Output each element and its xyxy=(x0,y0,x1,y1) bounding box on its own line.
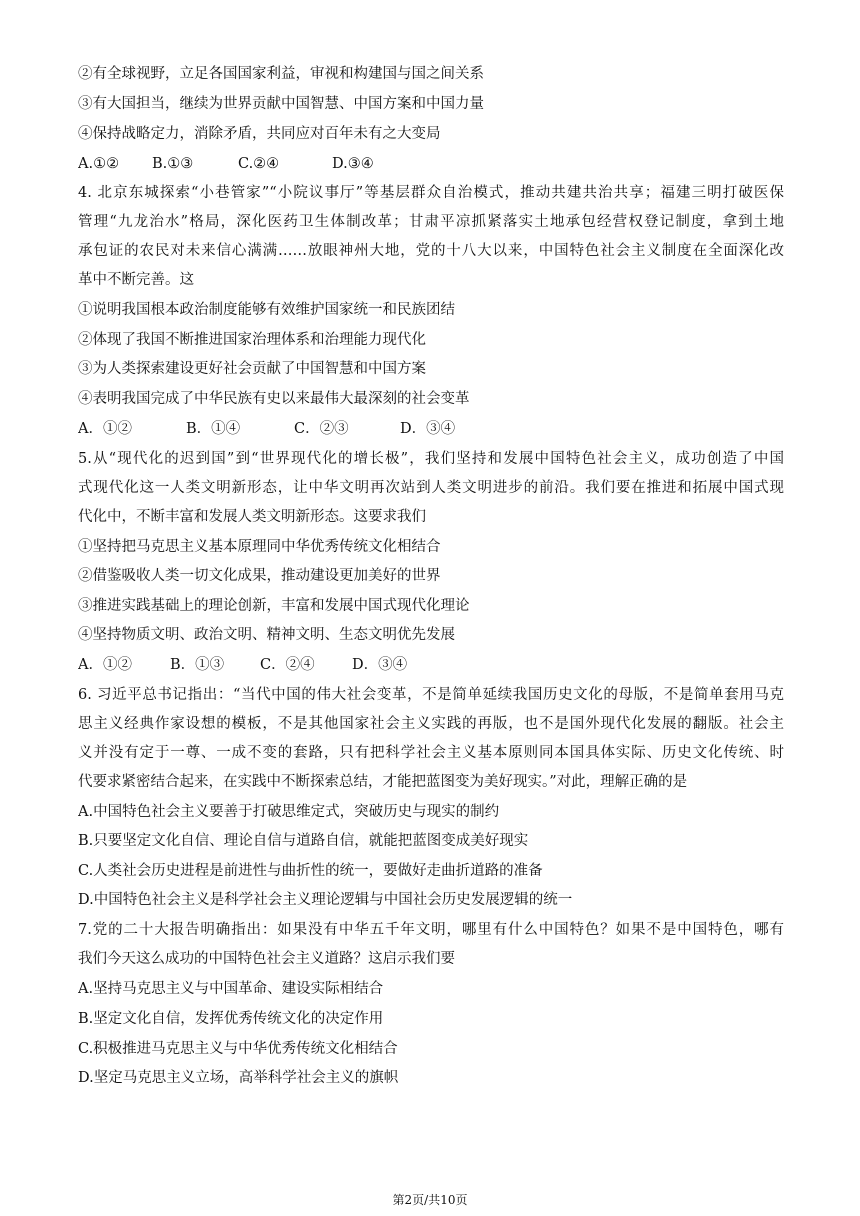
statement-3: ③推进实践基础上的理论创新，丰富和发展中国式现代化理论 xyxy=(78,598,470,614)
option-b: B.坚定文化自信，发挥优秀传统文化的决定作用 xyxy=(78,1011,384,1027)
option-d: D．③④ xyxy=(400,421,456,437)
option-c: C．②③ xyxy=(294,421,349,437)
option-a: A.坚持马克思主义与中国革命、建设实际相结合 xyxy=(78,981,384,997)
option-d: D.中国特色社会主义是科学社会主义理论逻辑与中国社会历史发展逻辑的统一 xyxy=(78,892,573,908)
statement-4: ④坚持物质文明、政治文明、精神文明、生态文明优先发展 xyxy=(78,627,455,643)
statement-1: ①说明我国根本政治制度能够有效维护国家统一和民族团结 xyxy=(78,302,455,318)
answer-options-q3 xyxy=(78,154,784,174)
question-6-stem-line: 义并没有定于一尊、一成不变的套路，只有把科学社会主义基本原则同本国具体实际、历史文化传统、时 xyxy=(78,745,784,761)
question-4-stem-line: 管理“九龙治水”格局，深化医药卫生体制改革；甘肃平凉抓紧落实土地承包经营权登记制度，拿到土地 xyxy=(78,214,784,230)
option-d: D．③④ xyxy=(352,657,408,673)
option-b: B．①③ xyxy=(170,657,225,673)
question-4-stem-line: 承包证的农民对未来信心满满……放眼神州大地，党的十八大以来，中国特色社会主义制度在全面深化改 xyxy=(78,243,784,259)
question-5-stem-line: 式现代化这一人类文明新形态，让中华文明再次站到人类文明进步的前沿。我们要在推进和拓展中国式现 xyxy=(78,480,784,496)
option-b: B.只要坚定文化自信、理论自信与道路自信，就能把蓝图变成美好现实 xyxy=(78,833,529,849)
statement-2: ②体现了我国不断推进国家治理体系和治理能力现代化 xyxy=(78,332,426,348)
option-c: C.②④ xyxy=(238,156,280,172)
answer-options-q4 xyxy=(78,419,784,439)
option-d: D.③④ xyxy=(332,156,374,172)
option-d: D.坚定马克思主义立场，高举科学社会主义的旗帜 xyxy=(78,1070,399,1086)
statement-4: ④表明我国完成了中华民族有史以来最伟大最深刻的社会变革 xyxy=(78,391,470,407)
statement-3: ③有大国担当，继续为世界贡献中国智慧、中国方案和中国力量 xyxy=(78,96,484,112)
answer-options-q5 xyxy=(78,655,784,675)
option-a: A．①② xyxy=(78,657,132,673)
question-4-stem-line: 革中不断完善。这 xyxy=(78,272,194,288)
statement-2: ②借鉴吸收人类一切文化成果，推动建设更加美好的世界 xyxy=(78,568,441,584)
option-c: C.积极推进马克思主义与中华优秀传统文化相结合 xyxy=(78,1041,398,1057)
question-7-stem-line: 我们今天这么成功的中国特色社会主义道路？这启示我们要 xyxy=(78,951,455,967)
question-7-stem-line: 7.党的二十大报告明确指出：如果没有中华五千年文明，哪里有什么中国特色？如果不是中国特色，哪有 xyxy=(78,922,784,938)
option-b: B．①④ xyxy=(186,421,241,437)
question-6-stem-line: 6. 习近平总书记指出：“当代中国的伟大社会变革，不是简单延续我国历史文化的母版，不是简单套用马克 xyxy=(78,687,784,703)
question-4-stem-line: 4. 北京东城探索“小巷管家”“小院议事厅”等基层群众自治模式，推动共建共治共享；福建三明打破医保 xyxy=(78,185,784,201)
statement-1: ①坚持把马克思主义基本原理同中华优秀传统文化相结合 xyxy=(78,539,441,555)
option-a: A．①② xyxy=(78,421,132,437)
option-b: B.①③ xyxy=(152,156,194,172)
option-c: C.人类社会历史进程是前进性与曲折性的统一，要做好走曲折道路的准备 xyxy=(78,863,543,879)
option-a: A.中国特色社会主义要善于打破思维定式，突破历史与现实的制约 xyxy=(78,804,500,820)
page-number: 第2页/共10页 xyxy=(392,1193,468,1207)
option-a: A.①② xyxy=(78,156,120,172)
statement-4: ④保持战略定力，消除矛盾，共同应对百年未有之大变局 xyxy=(78,126,441,142)
question-5-stem-line: 代化中，不断丰富和发展人类文明新形态。这要求我们 xyxy=(78,509,426,525)
question-5-stem-line: 5.从“现代化的迟到国”到“世界现代化的增长极”，我们坚持和发展中国特色社会主义，成功创造了中国 xyxy=(78,451,784,467)
option-c: C．②④ xyxy=(260,657,315,673)
question-6-stem-line: 思主义经典作家设想的模板，不是其他国家社会主义实践的再版，也不是国外现代化发展的翻版。社会主 xyxy=(78,716,784,732)
statement-2: ②有全球视野，立足各国国家利益，审视和构建国与国之间关系 xyxy=(78,66,484,82)
statement-3: ③为人类探索建设更好社会贡献了中国智慧和中国方案 xyxy=(78,361,426,377)
question-6-stem-line: 代要求紧密结合起来，在实践中不断探索总结，才能把蓝图变为美好现实。”对此，理解正确的是 xyxy=(78,774,688,790)
